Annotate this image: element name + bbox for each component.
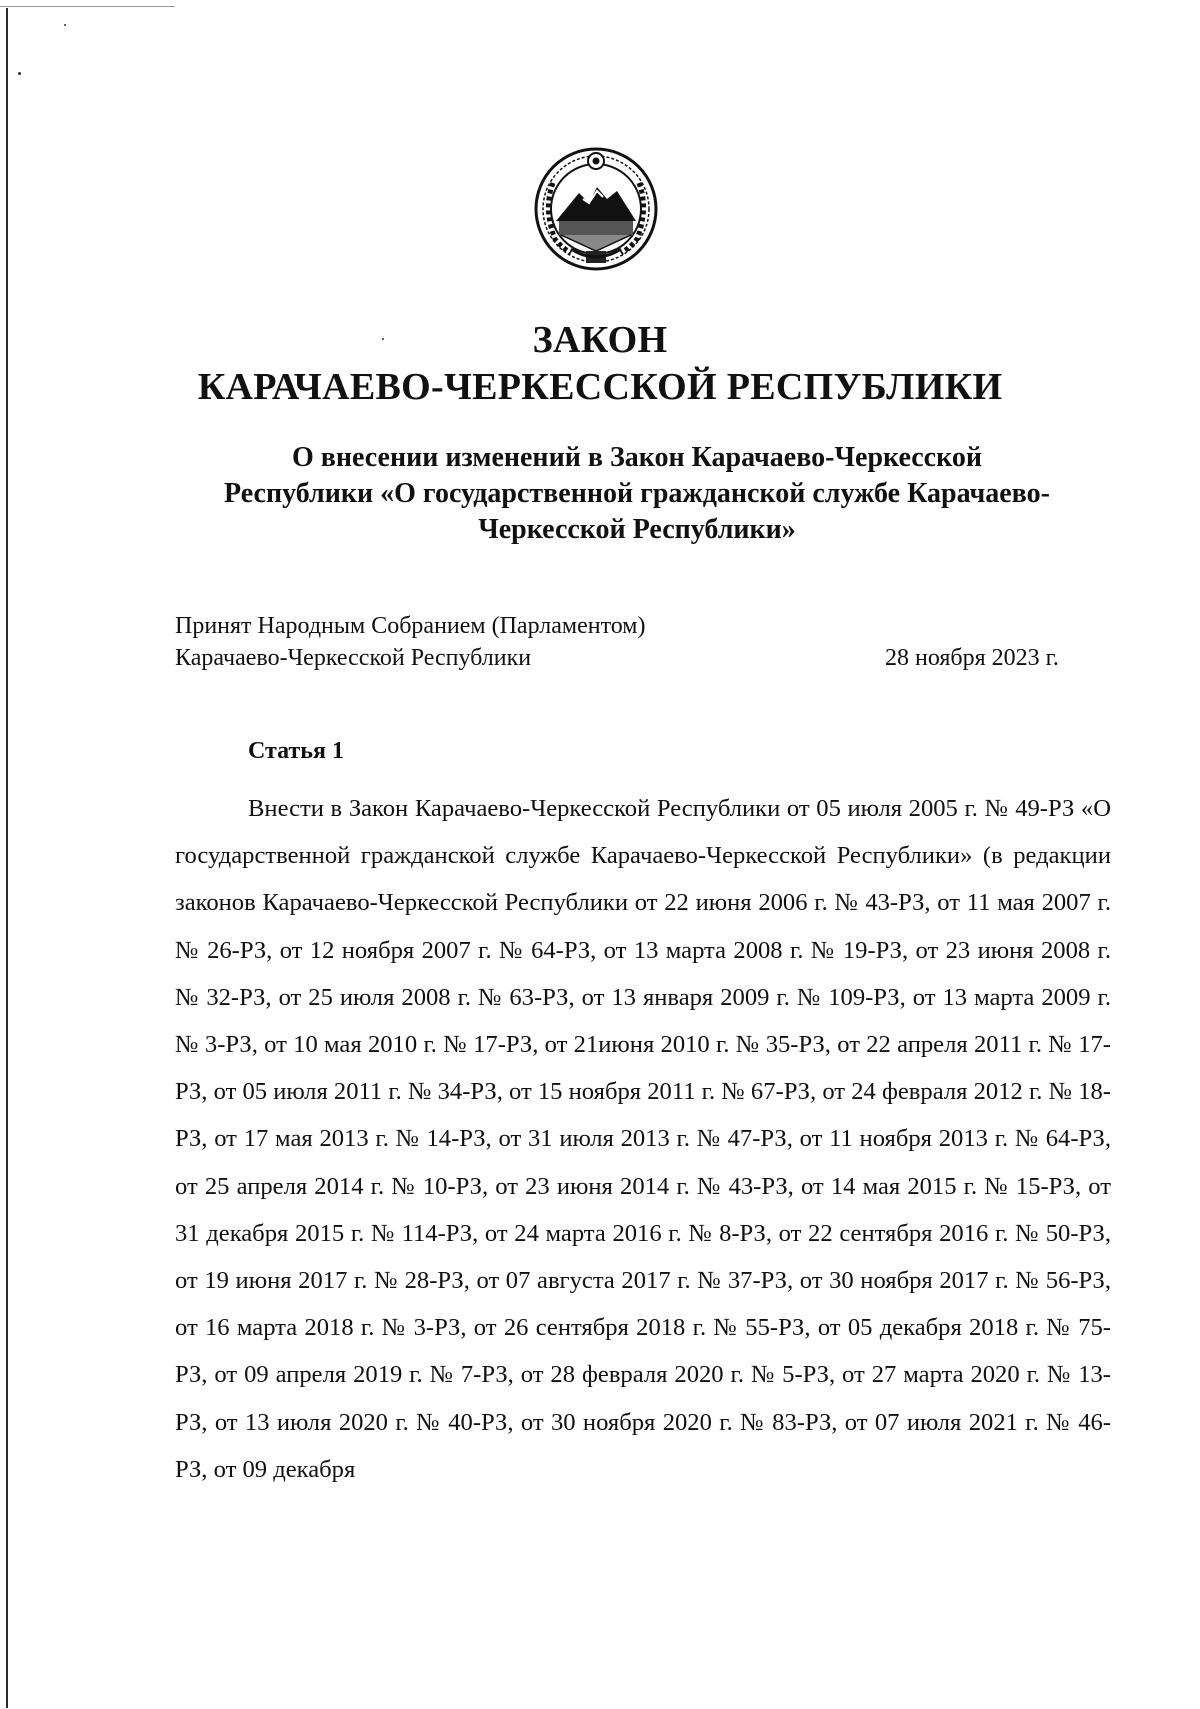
scan-speck: [64, 24, 66, 26]
adoption-line: Карачаево-Черкесской Республики: [175, 645, 532, 671]
law-title: ЗАКОН: [532, 319, 668, 361]
scan-edge-top: [0, 6, 175, 7]
adoption-date: 28 ноября 2023 г.: [885, 645, 1059, 671]
adoption-statement: [175, 610, 645, 674]
scan-edge-left: [6, 8, 8, 1708]
article-heading: Статья 1: [248, 738, 344, 764]
coat-of-arms-icon: [531, 143, 661, 275]
law-subtitle: О внесении изменений в Закон Карачаево-Черкесской Республики «О государственной гражданской службе Карачаево-Черкесской Республики»: [224, 442, 1050, 545]
article-body: Внести в Закон Карачаево-Черкесской Республики от 05 июля 2005 г. № 49-РЗ «О государственной гражданской службе Карачаево-Черкесской Республики» (в редакции законов Карачаево-Черкесской Республики от 22 июня 2006 г. № 43-РЗ, от 11 мая 2007 г. № 26-РЗ, от 12 ноября 2007 г. № 64-РЗ, от 13 марта 2008 г. № 19-РЗ, от 23 июня 2008 г. № 32-РЗ, от 25 июля 2008 г. № 63-РЗ, от 13 января 2009 г. № 109-РЗ, от 13 марта 2009 г. № 3-РЗ, от 10 мая 2010 г. № 17-РЗ, от 21июня 2010 г. № 35-РЗ, от 22 апреля 2011 г. № 17-РЗ, от 05 июля 2011 г. № 34-РЗ, от 15 ноября 2011 г. № 67-РЗ, от 24 февраля 2012 г. № 18-РЗ, от 17 мая 2013 г. № 14-РЗ, от 31 июля 2013 г. № 47-РЗ, от 11 ноября 2013 г. № 64-РЗ, от 25 апреля 2014 г. № 10-РЗ, от 23 июня 2014 г. № 43-РЗ, от 14 мая 2015 г. № 15-РЗ, от 31 декабря 2015 г. № 114-РЗ, от 24 марта 2016 г. № 8-РЗ, от 22 сентября 2016 г. № 50-РЗ, от 19 июня 2017 г. № 28-РЗ, от 07 августа 2017 г. № 37-РЗ, от 30 ноября 2017 г. № 56-РЗ, от 16 марта 2018 г. № 3-РЗ, от 26 сентября 2018 г. № 55-РЗ, от 05 декабря 2018 г. № 75-РЗ, от 09 апреля 2019 г. № 7-РЗ, от 28 февраля 2020 г. № 5-РЗ, от 27 марта 2020 г. № 13-РЗ, от 13 июля 2020 г. № 40-РЗ, от 30 ноября 2020 г. № 83-РЗ, от 07 июля 2021 г. № 46-РЗ, от 09 декабря: [175, 795, 1111, 1483]
law-title-republic: КАРАЧАЕВО-ЧЕРКЕССКОЙ РЕСПУБЛИКИ: [197, 366, 1003, 408]
adoption-line: Принят Народным Собранием (Парламентом): [175, 613, 646, 639]
scan-speck: [18, 72, 21, 75]
